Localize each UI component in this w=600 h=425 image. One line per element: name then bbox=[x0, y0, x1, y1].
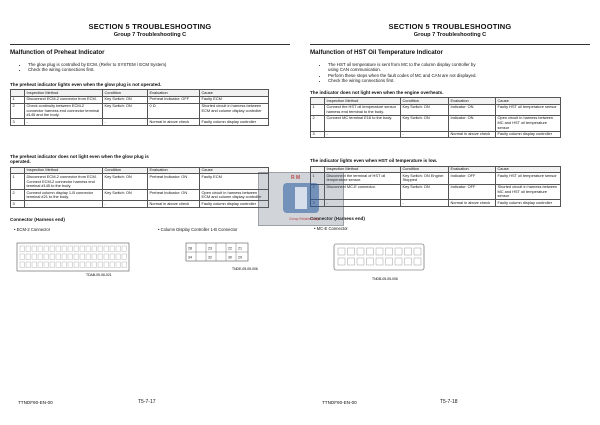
connector-pin bbox=[98, 262, 103, 268]
connector-pin bbox=[395, 258, 402, 265]
header-cell bbox=[11, 90, 25, 97]
page-title: Malfunction of HST Oil Temperature Indicator bbox=[310, 49, 443, 56]
cell: Faulty column display controller bbox=[496, 200, 561, 207]
connector-pin bbox=[98, 254, 103, 260]
connector-pin bbox=[395, 248, 402, 255]
connector-pin bbox=[86, 262, 91, 268]
cell: Disconnect ECM-2 connector from ECM. Connect ECM-2 connector harness end terminal #145 to the body. bbox=[25, 174, 103, 190]
connector-pin bbox=[56, 262, 61, 268]
watermark-caption: Cheap Reliable Shop bbox=[289, 217, 320, 221]
connector-pin bbox=[44, 254, 49, 260]
connector-pin bbox=[20, 246, 25, 252]
connector-pin bbox=[348, 248, 355, 255]
table1-heading: The indicator does not light even when the engine overheats. bbox=[310, 89, 444, 95]
ecm2-code: TDAB-05-06-021 bbox=[86, 273, 112, 278]
cell: 3 bbox=[11, 201, 25, 208]
divider bbox=[310, 44, 590, 45]
connector-pin bbox=[338, 258, 345, 265]
cell: Key Switch: ON bbox=[401, 115, 449, 131]
section-title: SECTION 5 TROUBLESHOOTING bbox=[88, 22, 212, 31]
cell: Open circuit in harness between MC and HST oil temperature sensor bbox=[496, 115, 561, 131]
connector-pin bbox=[367, 258, 374, 265]
mce-label: • MC-E Connector bbox=[314, 225, 348, 231]
table2 bbox=[10, 167, 269, 208]
cell: Indicator: OFF bbox=[449, 184, 496, 200]
table-row bbox=[11, 103, 269, 119]
cdc-connector-diagram bbox=[184, 237, 284, 283]
watermark bbox=[258, 172, 344, 226]
connector-pin bbox=[20, 254, 25, 260]
connector-pin bbox=[74, 262, 79, 268]
ecm2-label-text: ECM-2 Connector bbox=[16, 227, 51, 233]
cell: 2 bbox=[11, 103, 25, 119]
connector-pin bbox=[116, 262, 121, 268]
cell: Normal in above check bbox=[148, 119, 200, 126]
header-cell: Evaluation bbox=[449, 98, 496, 105]
footer-code: TTNDF90-EN-00 bbox=[18, 400, 53, 405]
cell: - bbox=[25, 201, 103, 208]
group-title: Group 7 Troubleshooting C bbox=[413, 32, 487, 38]
page-title: Malfunction of Preheat Indicator bbox=[10, 49, 105, 56]
connector-pin bbox=[80, 254, 85, 260]
cell: - bbox=[103, 119, 148, 126]
right-page bbox=[300, 0, 600, 425]
header-cell bbox=[11, 167, 25, 174]
cell: Indicator: ON bbox=[449, 104, 496, 115]
cdc-label-text: Column Display Controller 1-B Connector bbox=[160, 227, 238, 233]
connector-pin bbox=[92, 262, 97, 268]
cell: Preheat Indicator: ON bbox=[148, 174, 200, 190]
cell: Faulty HST oil temperature sensor bbox=[496, 104, 561, 115]
table-row bbox=[311, 131, 561, 138]
header-cell: Inspection Method bbox=[325, 98, 401, 105]
section-title: SECTION 5 TROUBLESHOOTING bbox=[388, 22, 512, 31]
connector-pin bbox=[26, 246, 31, 252]
table-header-row bbox=[311, 166, 561, 173]
connector-pin bbox=[405, 248, 412, 255]
header-cell: Evaluation bbox=[148, 167, 200, 174]
cell: 3 bbox=[11, 119, 25, 126]
cell: - bbox=[401, 131, 449, 138]
table2-heading: The indicator lights even when HST oil temperature is low. bbox=[310, 158, 438, 164]
connector-pin bbox=[110, 262, 115, 268]
connector-pin bbox=[20, 262, 25, 268]
header-cell: Cause bbox=[496, 98, 561, 105]
connector-pin bbox=[74, 246, 79, 252]
header-cell: Inspection Method bbox=[25, 167, 103, 174]
connector-pin bbox=[80, 246, 85, 252]
header-cell: Cause bbox=[496, 166, 561, 173]
connector-pin bbox=[104, 254, 109, 260]
header-cell: Evaluation bbox=[449, 166, 496, 173]
list-item: • Perform these steps when the fault codes of MC and CAN are not displayed. bbox=[328, 73, 478, 78]
cell: - bbox=[325, 131, 401, 138]
pin-label: 34 bbox=[188, 255, 192, 260]
header-cell bbox=[311, 98, 325, 105]
table-row bbox=[11, 201, 269, 208]
connector-pin bbox=[44, 262, 49, 268]
cell: Normal in above check bbox=[148, 201, 200, 208]
connector-pin bbox=[80, 262, 85, 268]
connector-pin bbox=[116, 246, 121, 252]
table2-heading: The preheat indicator does not light even when the glow plug is operated. bbox=[10, 153, 149, 165]
list-item: • The HST oil temperature is sent from MC to the column display controller by using CAN communication. bbox=[328, 62, 478, 73]
connector-pin bbox=[62, 246, 67, 252]
cdc-code: TNDE-05-05-006 bbox=[232, 267, 258, 272]
connector-pin bbox=[357, 248, 364, 255]
cell: Indicator: OFF bbox=[449, 173, 496, 184]
pin-label: 28 bbox=[188, 246, 192, 251]
table-row bbox=[311, 200, 561, 207]
cell: Normal in above check bbox=[449, 200, 496, 207]
table-row bbox=[11, 119, 269, 126]
connector-pin bbox=[386, 258, 393, 265]
cell: 2 bbox=[311, 115, 325, 131]
connector-pin bbox=[32, 262, 37, 268]
header-cell: Cause bbox=[200, 90, 269, 97]
connector-pin bbox=[32, 246, 37, 252]
cell: Key Switch: ON bbox=[103, 190, 148, 201]
connector-pin bbox=[68, 254, 73, 260]
connector-pin bbox=[405, 258, 412, 265]
ecm2-connector-diagram bbox=[16, 239, 134, 277]
cell: Shorted circuit in harness between ECM and column display controller bbox=[200, 103, 269, 119]
table1 bbox=[10, 89, 269, 126]
table1-heading: The preheat indicator lights even when the glow plug is not operated. bbox=[10, 81, 162, 87]
table-row bbox=[311, 115, 561, 131]
bullet-list bbox=[310, 62, 478, 84]
cell: Key Switch: ON bbox=[103, 103, 148, 119]
connector-pin bbox=[357, 258, 364, 265]
cell: - bbox=[401, 200, 449, 207]
cell: Faulty HST oil temperature sensor bbox=[496, 173, 561, 184]
header-cell: Condition bbox=[401, 166, 449, 173]
connector-pin bbox=[38, 254, 43, 260]
divider bbox=[10, 44, 290, 45]
connector-pin bbox=[86, 254, 91, 260]
connector-pin bbox=[62, 254, 67, 260]
pin-label: 23 bbox=[208, 246, 212, 251]
cell: Faulty ECM bbox=[200, 96, 269, 103]
list-item: • Check the wiring connections first. bbox=[328, 78, 478, 83]
cell: Faulty column display controller bbox=[496, 131, 561, 138]
mce-connector-diagram bbox=[332, 238, 442, 284]
connector-pin bbox=[74, 254, 79, 260]
cell: Disconnect the terminal of HST oil temperature sensor. bbox=[325, 173, 401, 184]
connector-pin bbox=[68, 246, 73, 252]
connector-pin bbox=[122, 246, 127, 252]
pin-label: 29 bbox=[238, 255, 242, 260]
connector-pin bbox=[56, 246, 61, 252]
table2 bbox=[310, 166, 561, 207]
connector-pin bbox=[414, 248, 421, 255]
cell: 1 bbox=[311, 104, 325, 115]
connector-pin bbox=[122, 262, 127, 268]
footer-code: TTNDF90-EN-00 bbox=[322, 400, 357, 405]
connector-pin bbox=[32, 254, 37, 260]
table-header-row bbox=[311, 98, 561, 105]
connector-pin bbox=[376, 258, 383, 265]
mce-code: TNDB-05-05-006 bbox=[372, 276, 398, 281]
ecm2-label: • ECM-2 Connector bbox=[14, 227, 51, 233]
connector-pin bbox=[104, 262, 109, 268]
connector-pin bbox=[86, 246, 91, 252]
header-cell: Condition bbox=[401, 98, 449, 105]
list-item: • The glow plug is controlled by ECM. (Refer to SYSTEM / ECM System) bbox=[28, 62, 290, 67]
connector-heading: Connector (Harness end) bbox=[310, 215, 365, 221]
table-row bbox=[311, 173, 561, 184]
table-row bbox=[11, 174, 269, 190]
header-cell: Condition bbox=[103, 90, 148, 97]
connector-pin bbox=[26, 262, 31, 268]
cell: Indicator: ON bbox=[449, 115, 496, 131]
cell: Key Switch: ON bbox=[401, 104, 449, 115]
connector-pin bbox=[68, 262, 73, 268]
cell: Shorted circuit in harness between MC and HST oil temperature sensor bbox=[496, 184, 561, 200]
connector-pin bbox=[348, 258, 355, 265]
connector-pin bbox=[116, 254, 121, 260]
cell: 1 bbox=[11, 96, 25, 103]
connector-pin bbox=[104, 246, 109, 252]
cell: Connect the HST oil temperature sensor harness end terminal to the body. bbox=[325, 104, 401, 115]
table-row bbox=[311, 184, 561, 200]
connector-pin bbox=[122, 254, 127, 260]
cell: 2 bbox=[11, 190, 25, 201]
connector-pin bbox=[56, 254, 61, 260]
cell: Preheat Indicator: ON bbox=[148, 190, 200, 201]
connector-pin bbox=[26, 254, 31, 260]
table1 bbox=[310, 97, 561, 138]
connector-pin bbox=[386, 248, 393, 255]
table-header-row bbox=[11, 90, 269, 97]
page-number: T5-7-17 bbox=[138, 399, 156, 405]
pin-label: 22 bbox=[228, 246, 232, 251]
connector-pin bbox=[50, 254, 55, 260]
cell: - bbox=[325, 200, 401, 207]
connector-pin bbox=[414, 258, 421, 265]
connector-pin bbox=[44, 246, 49, 252]
cell: 0 Ω bbox=[148, 103, 200, 119]
connector-pin bbox=[92, 254, 97, 260]
table-row bbox=[311, 104, 561, 115]
cell: 1 bbox=[311, 173, 325, 184]
table-header-row bbox=[11, 167, 269, 174]
cell: Disconnect MC-E connector. bbox=[325, 184, 401, 200]
pin-label: 32 bbox=[208, 255, 212, 260]
header-cell: Condition bbox=[103, 167, 148, 174]
header-cell: Inspection Method bbox=[25, 90, 103, 97]
connector-pin bbox=[376, 248, 383, 255]
connector-pin bbox=[110, 246, 115, 252]
connector-pin bbox=[338, 248, 345, 255]
header-cell: Evaluation bbox=[148, 90, 200, 97]
cell: Connect column display 1-B connector terminal #21 to the body. bbox=[25, 190, 103, 201]
list-item: • Check the wiring connections first. bbox=[28, 67, 290, 72]
connector-row bbox=[310, 226, 590, 286]
cell: Faulty column display controller bbox=[200, 201, 269, 208]
cell: Key Switch: ON bbox=[103, 174, 148, 190]
cell: - bbox=[25, 119, 103, 126]
cell: Key Switch: ON bbox=[401, 184, 449, 200]
table-row bbox=[11, 96, 269, 103]
cell: Connect MC terminal E16 to the body. bbox=[325, 115, 401, 131]
cdc-label: • Column Display Controller 1-B Connector bbox=[158, 227, 238, 233]
cell: Open circuit in harness between ECM and column display controller bbox=[200, 190, 269, 201]
cell: - bbox=[103, 201, 148, 208]
watermark-brand: R M bbox=[291, 175, 301, 181]
connector-pin bbox=[367, 248, 374, 255]
cell: Check continuity between ECM-2 connector harness end connector terminal #145 and the body. bbox=[25, 103, 103, 119]
cell: Faulty ECM bbox=[200, 174, 269, 190]
group-title: Group 7 Troubleshooting C bbox=[113, 32, 187, 38]
connector-pin bbox=[50, 262, 55, 268]
connector-pin bbox=[98, 246, 103, 252]
cell: Preheat Indicator: OFF bbox=[148, 96, 200, 103]
cell: 1 bbox=[11, 174, 25, 190]
connector-pin bbox=[62, 262, 67, 268]
table-row bbox=[11, 190, 269, 201]
cell: 3 bbox=[311, 131, 325, 138]
mce-label-text: MC-E Connector bbox=[316, 225, 348, 231]
connector-pin bbox=[38, 262, 43, 268]
header-cell: Inspection Method bbox=[325, 166, 401, 173]
pin-label: 30 bbox=[228, 255, 232, 260]
connector-pin bbox=[110, 254, 115, 260]
connector-pin bbox=[38, 246, 43, 252]
cell: Faulty column display controller bbox=[200, 119, 269, 126]
connector-pin bbox=[50, 246, 55, 252]
cell: Normal in above check bbox=[449, 131, 496, 138]
pin-label: 21 bbox=[238, 246, 242, 251]
cell: Key Switch: ON Engine: Stopped bbox=[401, 173, 449, 184]
header-cell: Cause bbox=[200, 167, 269, 174]
page-number: T5-7-18 bbox=[440, 399, 458, 405]
bullet-list bbox=[10, 62, 290, 73]
connector-row bbox=[10, 227, 290, 287]
connector-heading: Connector (Harness end) bbox=[10, 217, 65, 223]
cell: Disconnect ECM-2 connector from ECM. bbox=[25, 96, 103, 103]
cell: Key Switch: ON bbox=[103, 96, 148, 103]
connector-pin bbox=[92, 246, 97, 252]
